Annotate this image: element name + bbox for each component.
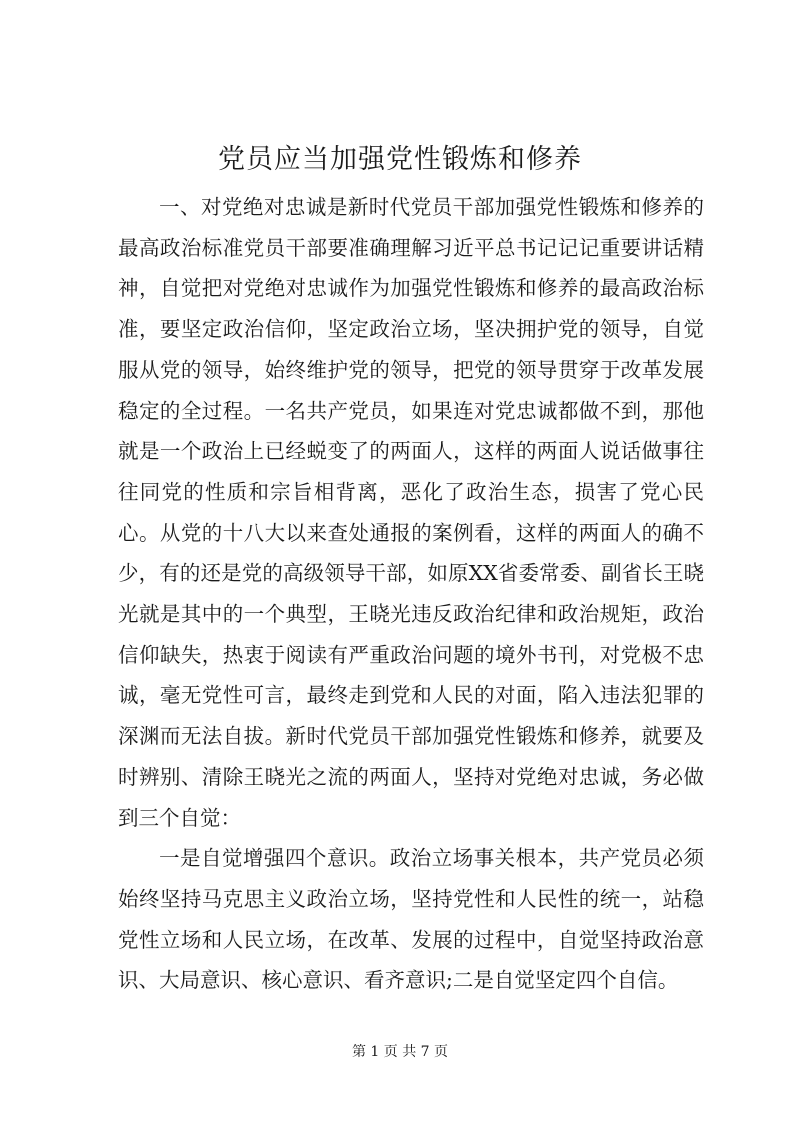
document-title: 党员应当加强党性锻炼和修养	[218, 144, 582, 175]
paragraph: 一是自觉增强四个意识。政治立场事关根本，共产党员必须始终坚持马克思主义政治立场，坚持党性和人民性的统一，站稳党性立场和人民立场，在改革、发展的过程中，自觉坚持政治意识、大局意识、核心意识、看齐意识;二是自觉坚定四个自信。	[118, 846, 704, 993]
paragraph: 一、对党绝对忠诚是新时代党员干部加强党性锻炼和修养的最高政治标准党员干部要准确理解习近平总书记记记重要讲话精神，自觉把对党绝对忠诚作为加强党性锻炼和修养的最高政治标准，要坚定政治信仰，坚定政治立场，坚决拥护党的领导，自觉服从党的领导，始终维护党的领导，把党的领导贯穿于改革发展稳定的全过程。一名共产党员，如果连对党忠诚都做不到，那他就是一个政治上已经蜕变了的两面人，这样的两面人说话做事往往同党的性质和宗旨相背离，恶化了政治生态，损害了党心民心。从党的十八大以来查处通报的案例看，这样的两面人的确不少，有的还是党的高级领导干部，如原XX省委常委、副省长王晓光就是其中的一个典型，王晓光违反政治纪律和政治规矩，政治信仰缺失，热衷于阅读有严重政治问题的境外书刊，对党极不忠诚，毫无党性可言，最终走到党和人民的对面，陷入违法犯罪的深渊而无法自拔。新时代党员干部加强党性锻炼和修养，就要及时辨别、清除王晓光之流的两面人，坚持对党绝对忠诚，务必做到三个自觉：	[118, 195, 704, 830]
document-body	[118, 187, 704, 1001]
page-footer: 第 1 页 共 7 页	[351, 1044, 449, 1060]
